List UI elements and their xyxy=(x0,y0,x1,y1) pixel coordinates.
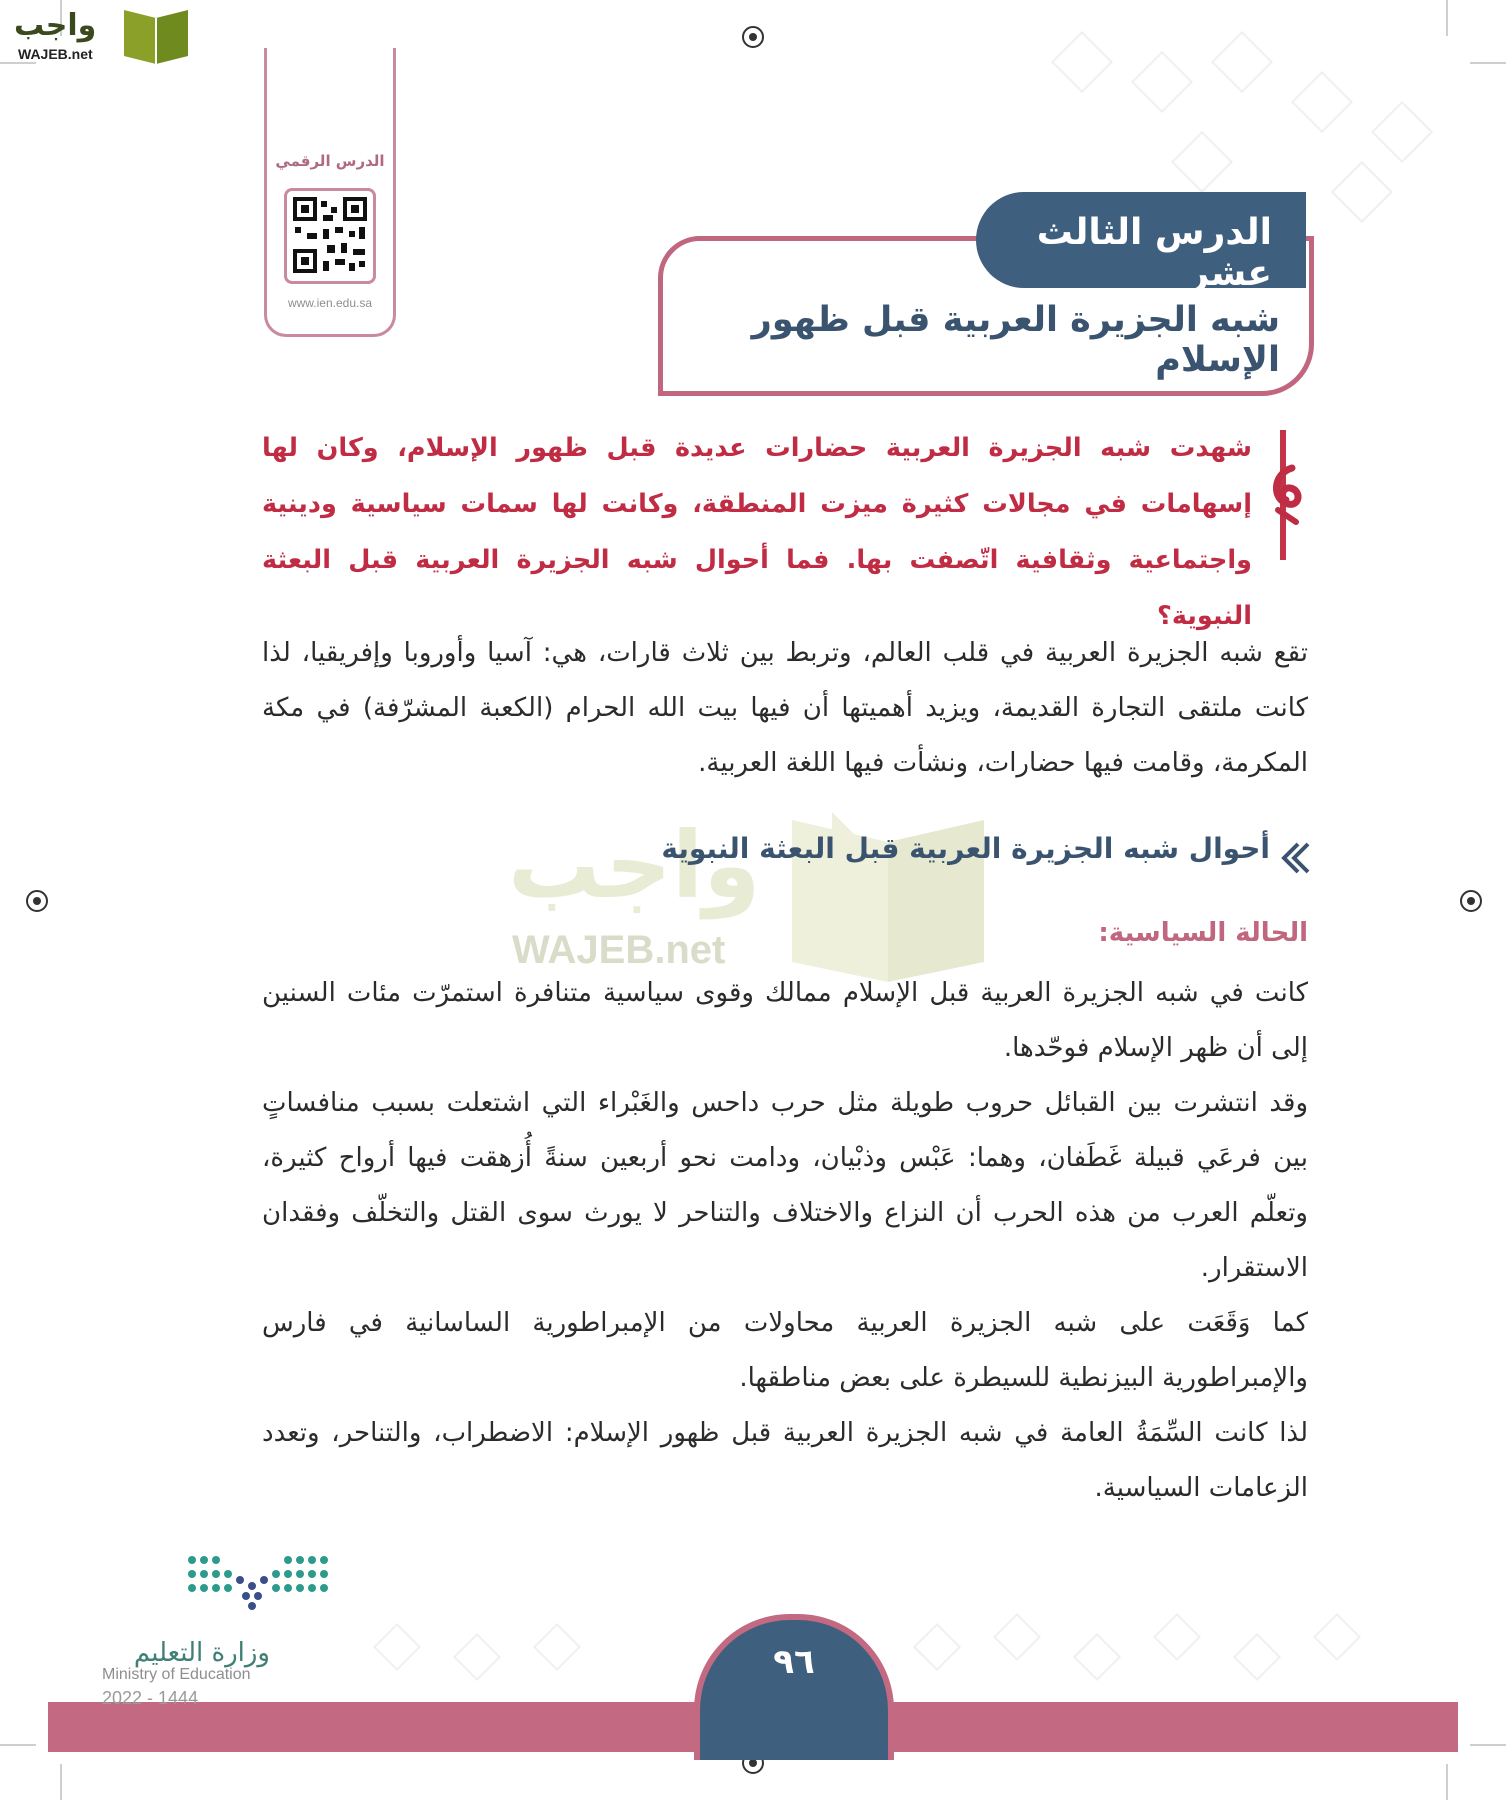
ministry-name-ar: وزارة التعليم xyxy=(133,1638,270,1668)
digital-lesson-label: الدرس الرقمي xyxy=(275,152,385,170)
section-heading: أحوال شبه الجزيرة العربية قبل البعثة النبوية xyxy=(661,832,1270,865)
site-logo-word: واجب xyxy=(14,8,97,43)
book-icon xyxy=(118,8,194,64)
page-number: ٩٦ xyxy=(773,1642,815,1682)
intro-ornament-icon xyxy=(1262,460,1308,530)
site-logo[interactable] xyxy=(8,4,188,66)
registration-mark-right xyxy=(1460,890,1482,912)
watermark-domain: WAJEB.net xyxy=(512,928,726,972)
page-number-tab xyxy=(694,1614,894,1760)
ministry-name-en: Ministry of Education xyxy=(102,1666,251,1683)
qr-url[interactable]: www.ien.edu.sa xyxy=(287,296,373,310)
political-paragraph-1: كانت في شبه الجزيرة العربية قبل الإسلام ممالك وقوى سياسية متنافرة استمرّت مئات السنين إلى أن ظهر الإسلام فوحّدها. xyxy=(262,978,1308,1063)
political-state-heading: الحالة السياسية: xyxy=(1098,918,1308,948)
registration-mark-top xyxy=(742,26,764,48)
site-logo-domain: WAJEB.net xyxy=(18,46,93,62)
lesson-number-label: الدرس الثالث عشر xyxy=(1036,212,1272,294)
lesson-title: شبه الجزيرة العربية قبل ظهور الإسلام xyxy=(751,300,1280,380)
ministry-logo xyxy=(100,1550,350,1720)
double-chevron-icon xyxy=(1278,840,1312,876)
watermark-word: واجب xyxy=(508,812,761,919)
ministry-emblem-icon xyxy=(180,1550,350,1620)
registration-mark-left xyxy=(26,890,48,912)
digital-lesson-card xyxy=(264,48,396,337)
edition-year: 2022 - 1444 xyxy=(102,1688,199,1708)
lesson-number-banner xyxy=(976,192,1306,294)
political-paragraph-4: لذا كانت السِّمَةُ العامة في شبه الجزيرة العربية قبل ظهور الإسلام: الاضطراب، والتناحر، وتعدد الزعامات السياسية. xyxy=(262,1418,1308,1503)
qr-code-icon xyxy=(287,191,373,281)
political-paragraph-3: كما وَقَعَت على شبه الجزيرة العربية محاولات من الإمبراطورية الساسانية في فارس والإمبراطورية البيزنطية للسيطرة على بعض مناطقها. xyxy=(262,1308,1308,1393)
geography-paragraph: تقع شبه الجزيرة العربية في قلب العالم، وتربط بين ثلاث قارات، هي: آسيا وأوروبا وإفريقيا، لذا كانت ملتقى التجارة القديمة، ويزيد أهميتها أن فيها بيت الله الحرام (الكعبة المشرّفة) في مكة المكرمة، وقامت فيها حضارات، ونشأت فيها اللغة العربية. xyxy=(262,638,1308,778)
political-paragraph-2: وقد انتشرت بين القبائل حروب طويلة مثل حرب داحس والغَبْراء التي اشتعلت بسبب منافساتٍ بين فرعَي قبيلة غَطَفان، وهما: عَبْس وذبْيان، ودامت نحو أربعين سنةً أُزهقت فيها أرواح كثيرة، وتعلّم العرب من هذه الحرب أن النزاع والاختلاف والتناحر لا يورث سوى القتل والتخلّف وفقدان الاستقرار. xyxy=(262,1088,1308,1283)
intro-paragraph: شهدت شبه الجزيرة العربية حضارات عديدة قبل ظهور الإسلام، وكان لها إسهامات في مجالات كثيرة ميزت المنطقة، وكانت لها سمات سياسية ودينية واجتماعية وثقافية اتّصفت بها. فما أحوال شبه الجزيرة العربية قبل البعثة النبوية؟ xyxy=(262,433,1252,631)
qr-code[interactable] xyxy=(284,188,376,284)
